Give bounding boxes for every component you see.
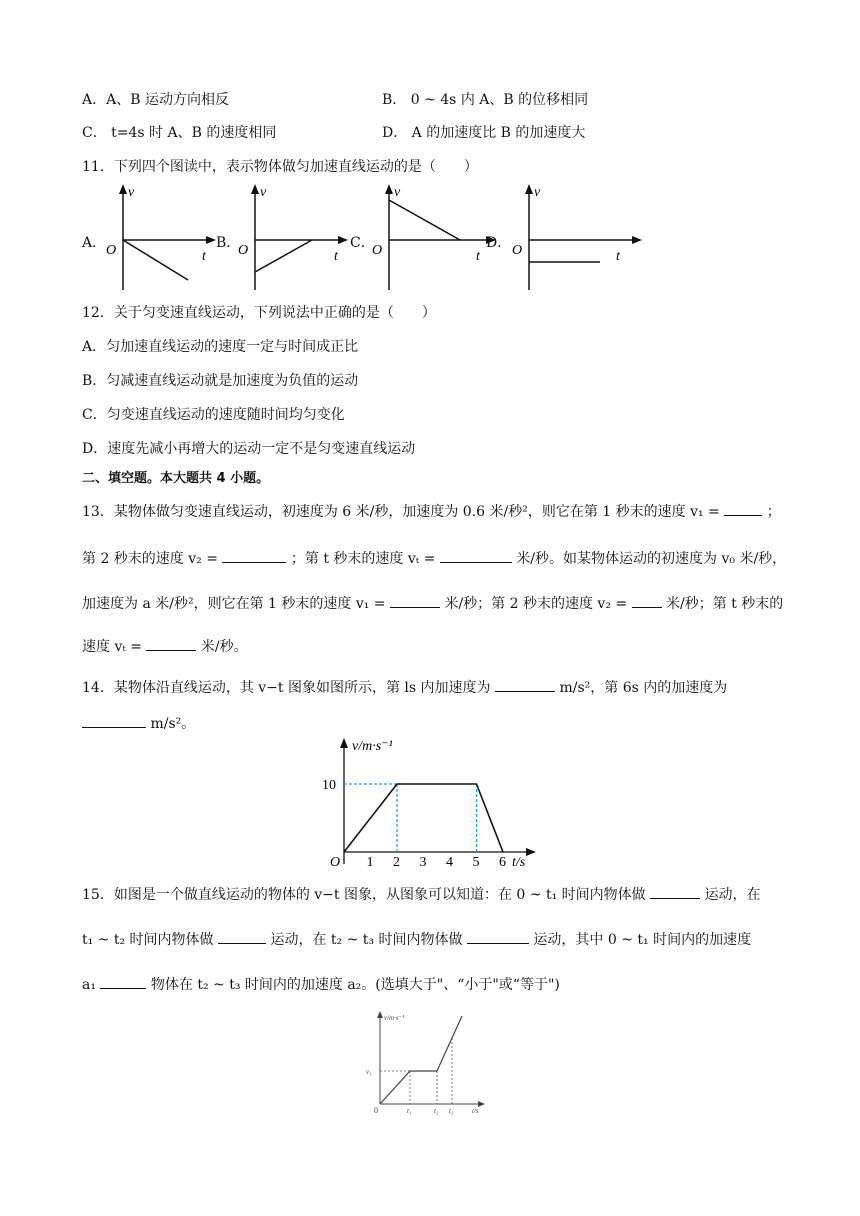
q10-option-b: B． 0 ~ 4s 内 A、B 的位移相同: [382, 92, 589, 108]
q15-origin: 0: [374, 1106, 378, 1115]
q15-blank-3[interactable]: [467, 929, 529, 944]
q15-line-3: [82, 974, 560, 995]
q14-xlabel: t/s: [512, 855, 526, 870]
q14-blank-first-second[interactable]: [495, 677, 555, 692]
q15-vt-line: [380, 1016, 462, 1104]
q10-option-a: A．A、B 运动方向相反: [82, 92, 229, 108]
q15-text-1a: 15．如图是一个做直线运动的物体的 v−t 图象，从图象可以知道：在 0 ~ t₁ 时间内物体做: [82, 887, 646, 903]
q11-a-axis-v: v: [128, 185, 135, 200]
q11-stem: 11．下列四个图读中，表示物体做匀加速直线运动的是（ ）: [82, 159, 478, 175]
q15-text-3b: 物体在 t₂ ~ t₃ 时间内的加速度 a₂。(选填大于"、“小于"或“等于"): [150, 977, 560, 993]
q15-xlabel: t/s: [472, 1107, 479, 1115]
q10-option-c: C． t=4s 时 A、B 的速度相同: [82, 125, 277, 141]
q13-text-1-end: ；: [766, 504, 781, 520]
q11-b-axis-v: v: [260, 185, 267, 200]
q14-xtick-2: 2: [393, 855, 400, 870]
q13-text-1: 13．某物体做匀变速直线运动，初速度为 6 米/秒，加速度为 0.6 米/秒²，则它在第 1 秒末的速度 v₁ =: [82, 504, 720, 520]
q15-xtick-t3: t₃: [449, 1107, 454, 1115]
q12-option-c: C．匀变速直线运动的速度随时间均匀变化: [82, 407, 345, 423]
q11-graph-b: [238, 182, 348, 294]
q14-x-arrow: [526, 848, 536, 856]
q13-text-3b: 米/秒；第 2 秒末的速度 v₂ =: [444, 596, 628, 612]
q14-xtick-6: 6: [499, 855, 506, 870]
q15-text-3a: a₁: [82, 977, 96, 993]
q11-c-origin: O: [372, 243, 383, 258]
q11-graph-d: [512, 182, 652, 294]
q11-d-axis-v: v: [534, 185, 541, 200]
q15-text-2a: t₁ ~ t₂ 时间内物体做: [82, 932, 214, 948]
q15-text-1b: 运动，在: [704, 887, 761, 903]
q12-option-a: A．匀加速直线运动的速度一定与时间成正比: [82, 339, 359, 355]
q14-xtick-5: 5: [472, 855, 480, 870]
q14-blank-sixth-second[interactable]: [82, 713, 146, 728]
q14-ylabel: v/m·s⁻¹: [352, 739, 393, 754]
q14-xtick-4: 4: [446, 855, 453, 870]
section-heading: 二、填空题。本大题共 4 小题。: [82, 471, 270, 486]
q13-text-2c: 米/秒。如某物体运动的初速度为 v₀ 米/秒，: [516, 551, 787, 567]
q11-c-axis-t: t: [476, 249, 480, 264]
q11-a-axis-t: t: [202, 249, 206, 264]
q13-blank-v2[interactable]: [222, 548, 286, 563]
q14-y-arrow: [340, 738, 348, 748]
q15-text-2b: 运动，在 t₂ ~ t₃ 时间内物体做: [270, 932, 463, 948]
q11-graphs: [80, 182, 640, 294]
q13-text-2b: ；第 t 秒末的速度 vₜ =: [290, 551, 436, 567]
q11-label-c: C．: [350, 235, 375, 251]
q15-line-1: [82, 884, 761, 905]
q14-xtick-3: 3: [419, 855, 427, 870]
q15-blank-2[interactable]: [218, 929, 266, 944]
q14-origin: O: [330, 855, 341, 870]
q12-option-d: D．速度先减小再增大的运动一定不是匀变速直线运动: [82, 441, 416, 457]
q12-option-b: B．匀减速直线运动就是加速度为负值的运动: [82, 373, 359, 389]
q15-line-2: [82, 929, 751, 950]
q13-line-2: [82, 548, 786, 569]
q11-b-axis-t: t: [334, 249, 338, 264]
q11-d-axis-t: t: [616, 249, 620, 264]
q13-text-3a: 加速度为 a 米/秒²，则它在第 1 秒末的速度 v₁ =: [82, 596, 386, 612]
q13-text-4a: 速度 vₜ =: [82, 639, 142, 655]
q15-y-arrow: [377, 1011, 383, 1018]
q11-graph-a: [106, 182, 216, 294]
q13-blank-v1-general[interactable]: [390, 593, 440, 608]
q13-line-3: [82, 593, 783, 614]
q14-xtick-1: 1: [366, 855, 374, 870]
q14-text-1a: 14．某物体沿直线运动，其 v−t 图象如图所示，第 ls 内加速度为: [82, 680, 491, 696]
q10-option-d: D． A 的加速度比 B 的加速度大: [382, 125, 586, 141]
q13-blank-vt-general[interactable]: [146, 636, 196, 651]
q13-text-4b: 米/秒。: [200, 639, 248, 655]
q11-c-axis-v: v: [394, 185, 401, 200]
q15-vt-graph: [366, 1008, 490, 1116]
q15-xtick-t2: t₂: [434, 1107, 439, 1115]
q15-text-2c: 运动，其中 0 ~ t₁ 时间内的加速度: [533, 932, 752, 948]
q11-label-a: A．: [82, 235, 107, 251]
q11-d-origin: O: [512, 243, 523, 258]
q14-line-2: [82, 713, 195, 734]
q12-stem: 12．关于匀变速直线运动，下列说法中正确的是（ ）: [82, 305, 436, 321]
q14-vt-line: [344, 784, 503, 852]
q11-graph-c: [372, 182, 502, 294]
q15-blank-4[interactable]: [100, 974, 146, 989]
q14-line-1: [82, 677, 727, 698]
q14-ytick: 10: [322, 778, 336, 793]
q11-label-b: B．: [216, 235, 241, 251]
q15-x-arrow: [478, 1101, 485, 1107]
q15-ylabel: v/m·s⁻¹: [384, 1014, 405, 1022]
q15-blank-1[interactable]: [650, 884, 700, 899]
q13-blank-v1[interactable]: [724, 501, 762, 516]
q14-text-1b: m/s²，第 6s 内的加速度为: [559, 680, 728, 696]
q14-vt-graph: [312, 734, 542, 870]
q11-a-origin: O: [106, 243, 117, 258]
q13-line-4: [82, 636, 248, 657]
q15-xtick-t1: t₁: [407, 1107, 412, 1115]
q13-text-2a: 第 2 秒末的速度 v₂ =: [82, 551, 218, 567]
q13-blank-v2-general[interactable]: [632, 593, 662, 608]
q11-b-origin: O: [238, 243, 249, 258]
q14-text-2: m/s²。: [150, 716, 196, 732]
q11-label-d: D．: [486, 235, 512, 251]
q13-line-1: [82, 501, 781, 522]
q13-text-3c: 米/秒；第 t 秒末的: [666, 596, 784, 612]
q15-ytick: v₁: [366, 1068, 372, 1076]
q13-blank-vt[interactable]: [440, 548, 512, 563]
